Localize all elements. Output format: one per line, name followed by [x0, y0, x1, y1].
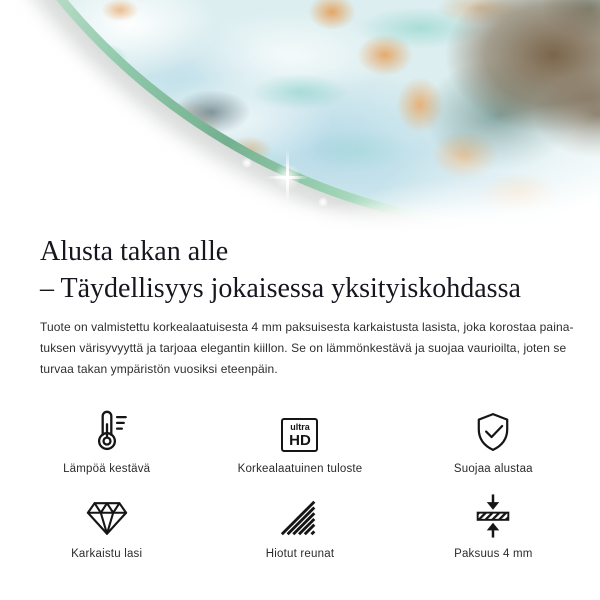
product-description-section	[0, 233, 600, 380]
shield-check-icon	[471, 406, 515, 454]
feature-polished-edges	[203, 491, 396, 560]
feature-tempered-glass	[10, 491, 203, 560]
ultra-hd-badge-top: ultra	[290, 421, 310, 432]
thickness-icon	[470, 491, 516, 539]
feature-heat-resistant	[10, 406, 203, 475]
feature-label: Karkaistu lasi	[71, 548, 143, 560]
heading-line-1: Alusta takan alle	[40, 236, 229, 267]
diamond-icon	[84, 491, 130, 539]
paragraph-line-2: tuksen värisyvyyttä ja tarjoaa elegantin kiillon. Se on lämmönkestävä ja suojaa vaurioilta, joten se	[40, 341, 567, 355]
ultra-hd-badge-bottom: HD	[289, 431, 311, 449]
feature-thickness	[397, 491, 590, 560]
feature-label: Paksuus 4 mm	[454, 548, 533, 560]
thermometer-icon	[84, 406, 130, 454]
heading-line-2: – Täydellisyys jokaisessa yksityiskohdassa	[40, 273, 521, 304]
product-description-text	[40, 317, 578, 380]
ultra-hd-icon	[281, 406, 318, 454]
feature-high-quality-print	[203, 406, 396, 475]
feature-label: Suojaa alustaa	[453, 463, 533, 475]
small-sparkle-icon	[242, 158, 252, 168]
feature-protects-base	[397, 406, 590, 475]
feature-grid	[10, 406, 590, 560]
paragraph-line-3: turvaa takan ympäristön vuosiksi eteenpäin.	[40, 362, 278, 376]
feature-label: Korkealaatuinen tuloste	[237, 463, 363, 475]
polished-edges-icon	[277, 491, 323, 539]
feature-label: Lämpöä kestävä	[63, 463, 151, 475]
product-hero-image	[0, 0, 600, 230]
paragraph-line-1: Tuote on valmistettu korkealaatuisesta 4 mm paksuisesta karkaistusta lasista, joka korostaa paina-	[40, 320, 574, 334]
feature-label: Hiotut reunat	[265, 548, 335, 560]
small-sparkle-icon	[318, 197, 328, 207]
section-heading	[40, 233, 578, 307]
